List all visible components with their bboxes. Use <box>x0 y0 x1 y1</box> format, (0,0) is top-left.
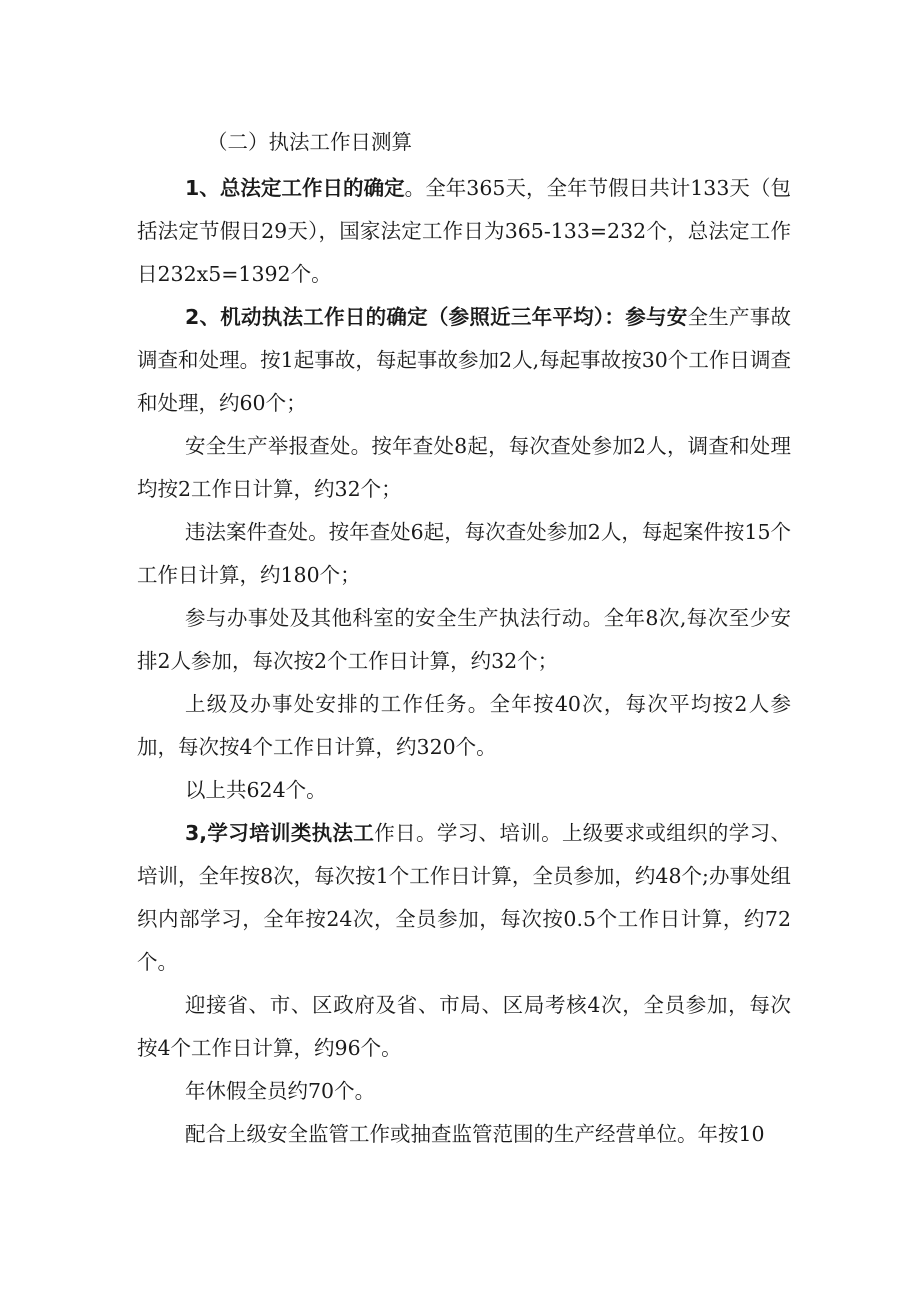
paragraph-text: 全生产事故调查和处理。按1起事故，每起事故参加2人,每起事故按30个工作日调查和处理，约60个； <box>137 305 792 415</box>
paragraph-text: 年休假全员约70个。 <box>185 1079 376 1103</box>
paragraph-text: 以上共624个。 <box>185 778 327 802</box>
paragraph-inspections <box>137 984 791 1070</box>
paragraph-text: 作日。学习、培训。上级要求或组织的学习、培训，全年按8次，每次按1个工作日计算，全员参加，约48个;办事处组织内部学习，全年按24次，全员参加，每次按0.5个工作日计算，约72个。 <box>137 821 791 974</box>
paragraph-text: 上级及办事处安排的工作任务。全年按40次，每次平均按2人参加，每次按4个工作日计算，约320个。 <box>137 692 791 759</box>
paragraph-subtotal <box>137 769 791 812</box>
paragraph-training <box>137 812 791 984</box>
paragraph-joint-actions <box>137 597 791 683</box>
paragraph-lead: 1、总法定工作日的确定 <box>185 176 405 200</box>
paragraph-supervision <box>137 1113 791 1156</box>
paragraph-text: 。全年365天，全年节假日共计133天（包括法定节假日29天），国家法定工作日为365-133=232个，总法定工作日232x5=1392个。 <box>137 176 792 286</box>
paragraph-statutory-workdays <box>137 167 791 296</box>
paragraph-text: 安全生产举报查处。按年查处8起，每次查处参加2人，调查和处理均按2工作日计算，约32个； <box>137 434 791 501</box>
paragraph-lead: 3,学习培训类执法工 <box>185 821 375 845</box>
section-title: （二）执法工作日测算 <box>207 130 412 154</box>
paragraph-text: 参与办事处及其他科室的安全生产执法行动。全年8次,每次至少安排2人参加，每次按2个工作日计算，约32个； <box>137 606 791 673</box>
paragraph-annual-leave <box>137 1070 791 1113</box>
paragraph-text: 迎接省、市、区政府及省、市局、区局考核4次，全员参加，每次按4个工作日计算，约96个。 <box>137 993 791 1060</box>
paragraph-assigned-tasks <box>137 683 791 769</box>
paragraph-text: 违法案件查处。按年查处6起，每次查处参加2人，每起案件按15个工作日计算，约180个； <box>137 520 791 587</box>
paragraph-text: 配合上级安全监管工作或抽查监管范围的生产经营单位。年按10 <box>185 1122 765 1146</box>
paragraph-report-investigation <box>137 425 791 511</box>
paragraph-lead: 2、机动执法工作日的确定（参照近三年平均）：参与安 <box>185 305 688 329</box>
paragraph-mobile-enforcement <box>137 296 791 425</box>
paragraph-illegal-cases <box>137 511 791 597</box>
document-body <box>137 121 791 1156</box>
